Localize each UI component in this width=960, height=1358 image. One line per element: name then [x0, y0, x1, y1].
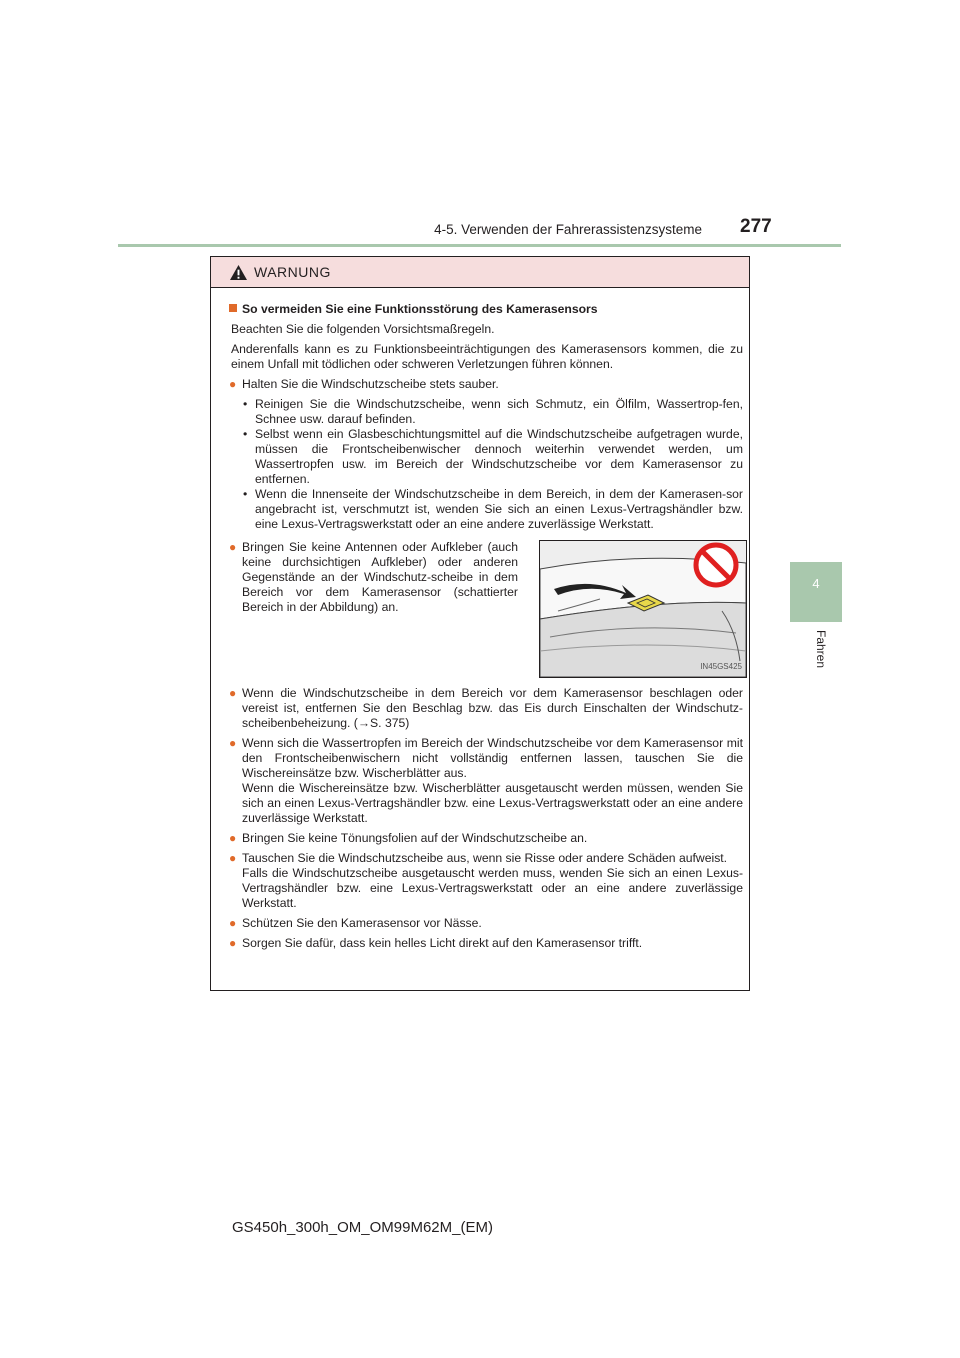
section-title: 4-5. Verwenden der Fahrerassistenzsysteme — [434, 222, 702, 237]
header-rule — [118, 244, 841, 247]
bullet-light: ● Sorgen Sie dafür, dass kein helles Licht direkt auf den Kamerasensor trifft. — [229, 936, 643, 950]
bullet-wipers: ● Wenn sich die Wassertropfen im Bereich der Windschutzscheibe vor dem Kamerasensor mit den Frontscheibenwischern nicht vollständig entfernen lassen, tauschen Sie die Wischereinsätze bzw. Wischerblätter aus. Wenn die Wischereinsätze bzw. Wischerblätter ausgetauscht werden müssen, wenden Sie sich an einen Lexus-Vertragshändler bzw. eine Lexus-Vertragswerkstatt oder an eine andere zuverlässige Werkstatt. — [229, 736, 743, 825]
bullet-replace: ● Tauschen Sie die Windschutzscheibe aus, wenn sie Risse oder andere Schäden aufweist. Falls die Windschutzscheibe ausgetauscht werden muss, wenden Sie sich an einen Lexus-Vertragshändler bzw. eine Lexus-Vertragswerkstatt oder an eine andere zuverlässige Werkstatt. — [229, 851, 743, 910]
intro-text-2: Anderenfalls kann es zu Funktionsbeeinträchtigungen des Kamerasensors kommen, die zu einem Unfall mit tödlichen oder schweren Verletzungen führen können. — [231, 342, 743, 371]
chapter-number: 4 — [812, 576, 820, 591]
bullet-wet: ● Schützen Sie den Kamerasensor vor Nässe. — [229, 916, 482, 930]
bullet-tint: ● Bringen Sie keine Tönungsfolien auf der Windschutzscheibe an. — [229, 831, 588, 845]
chapter-label: Fahren — [814, 630, 828, 669]
bullet-dot-icon: ● — [229, 736, 237, 750]
warning-body — [229, 302, 743, 956]
sub-bullet: • Wenn die Innenseite der Windschutzscheibe in dem Bereich, in dem der Kamerasen-sor angebracht ist, verschmutzt ist, wenden Sie sich an einen Lexus-Vertragshändler bzw. eine Lexus-Vertragswerkstatt oder an eine andere zuverlässige Werkstatt. — [243, 487, 743, 531]
bullet-keep-clean: ● Halten Sie die Windschutzscheibe stets sauber. — [229, 377, 499, 391]
document-code: GS450h_300h_OM_OM99M62M_(EM) — [232, 1219, 493, 1236]
warning-triangle-icon — [229, 264, 248, 281]
intro-text: Beachten Sie die folgenden Vorsichtsmaßregeln. — [231, 322, 495, 336]
bullet-defog: ● Wenn die Windschutzscheibe in dem Bereich vor dem Kamerasensor beschlagen oder vereist ist, entfernen Sie den Beschlag bzw. das Eis durch Einschalten der Windschutz-scheibenbeheizung. (→S. 375) — [229, 686, 743, 730]
section-heading: So vermeiden Sie eine Funktionsstörung des Kamerasensors — [229, 302, 743, 317]
warning-header — [211, 257, 749, 288]
figure-row — [229, 540, 743, 678]
page-number: 277 — [740, 216, 772, 237]
bullet-dot-icon: ● — [229, 936, 237, 950]
square-bullet-icon — [229, 304, 237, 312]
sub-bullet: • Selbst wenn ein Glasbeschichtungsmittel auf die Windschutzscheibe aufgetragen wurde, müssen die Frontscheibenwischer dennoch weiterhin verwendet werden, um Wassertropfen usw. im Bereich der Windschutzscheibe vor dem Kamerasensor zu entfernen. — [243, 427, 743, 486]
bullet-dot-icon: ● — [229, 377, 237, 391]
bullet-dot-icon: ● — [229, 540, 237, 554]
bullet-dot-icon: ● — [229, 851, 237, 865]
figure-code: IN45GS425 — [700, 662, 742, 671]
sub-bullet: • Reinigen Sie die Windschutzscheibe, wenn sich Schmutz, ein Ölfilm, Wassertrop-fen, Schnee usw. darauf befinden. — [243, 397, 743, 426]
chapter-tab[interactable] — [790, 562, 842, 622]
bullet-dot-icon: ● — [229, 831, 237, 845]
bullet-dot-icon: ● — [229, 686, 237, 700]
warning-title: WARNUNG — [254, 264, 331, 280]
bullet-dot-icon: ● — [229, 916, 237, 930]
warning-box — [210, 256, 750, 991]
windshield-drawing — [540, 541, 746, 677]
bullet-no-stickers: ● Bringen Sie keine Antennen oder Aufkleber (auch keine durchsichtigen Aufkleber) oder anderen Gegenstände an der Windschutz-scheibe in dem Bereich vor dem Kamerasensor (schattierter Bereich in der Abbildung) an. — [229, 540, 518, 614]
windshield-illustration — [539, 540, 747, 678]
